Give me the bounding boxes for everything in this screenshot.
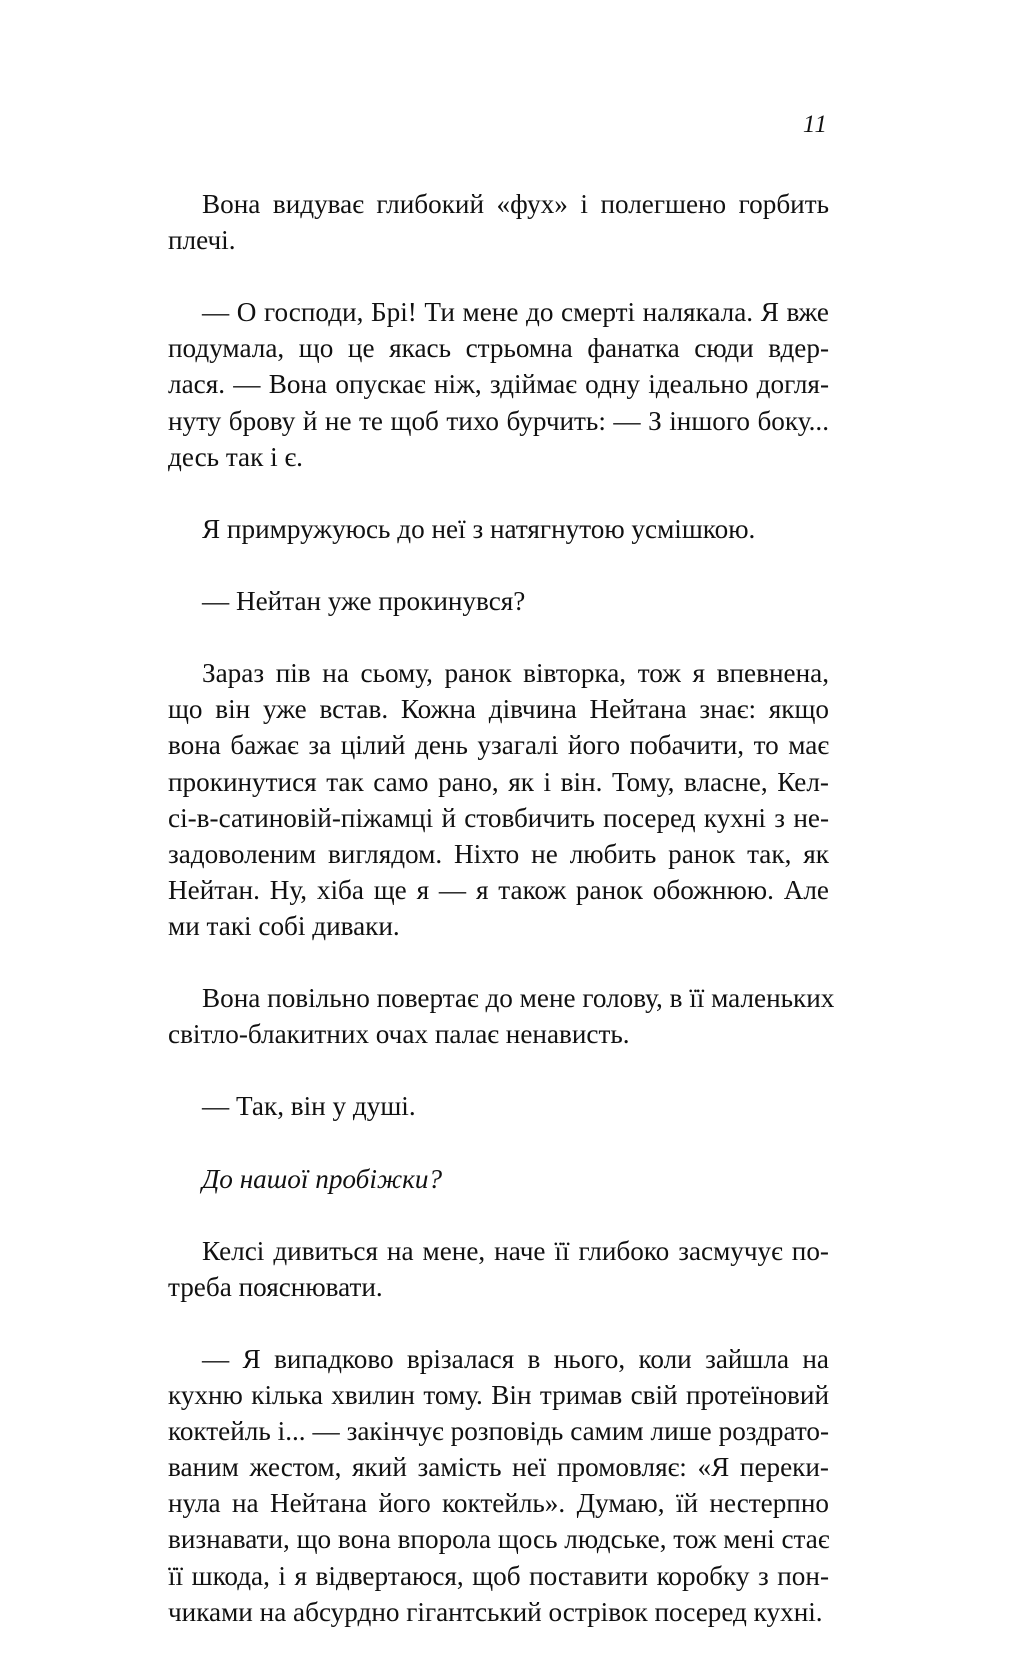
text-line: коктейль і... — закінчує розповідь самим лише роздрато- xyxy=(168,1416,829,1447)
paragraph xyxy=(168,583,829,655)
body-text xyxy=(168,186,835,1666)
paragraph xyxy=(168,980,835,1088)
text-line: Зараз пів на сьому, ранок вівторка, тож я впевнена, xyxy=(202,658,829,689)
text-line: Вона видуває глибокий «фух» і полегшено горбить xyxy=(202,189,829,219)
paragraph xyxy=(168,186,829,294)
text-line: — О господи, Брі! Ти мене до смерті налякала. Я вже xyxy=(202,297,829,328)
text-line: Нейтан. Ну, хіба ще я — я також ранок обожнюю. Але xyxy=(168,874,829,905)
paragraph xyxy=(168,1161,829,1233)
text-line: лася. — Вона опускає ніж, здіймає одну ідеально догля- xyxy=(168,369,829,400)
text-line: — Нейтан уже прокинувся? xyxy=(202,586,526,617)
text-line: її шкода, і я відвертаюся, щоб поставити коробку з пон- xyxy=(168,1560,829,1591)
text-line: ми такі собі диваки. xyxy=(168,910,400,941)
text-line: нула на Нейтана його коктейль». Думаю, їй нестерпно xyxy=(168,1488,829,1519)
text-line: нуту брову й не те щоб тихо бурчить: — З іншого боку... xyxy=(168,405,829,436)
text-line: До нашої пробіжки? xyxy=(202,1163,443,1194)
text-line: що він уже встав. Кожна дівчина Нейтана знає: якщо xyxy=(168,694,829,725)
text-line: — Я випадково врізалася в нього, коли зайшла на xyxy=(202,1344,829,1374)
text-line: ваним жестом, який замість неї промовляє: «Я переки- xyxy=(168,1452,829,1483)
text-line: задоволеним виглядом. Ніхто не любить ранок так, як xyxy=(168,838,829,869)
text-line: світло-блакитних очах палає ненависть. xyxy=(168,1019,630,1050)
text-line: плечі. xyxy=(168,225,236,256)
text-line: подумала, що це якась стрьомна фанатка сюди вдер- xyxy=(168,333,829,364)
paragraph xyxy=(168,1341,829,1666)
text-line: вона бажає за цілий день узагалі його побачити, то має xyxy=(168,730,829,761)
paragraph xyxy=(168,1088,829,1160)
text-line: прокинутися так само рано, як і він. Тому, власне, Кел- xyxy=(168,766,829,797)
text-line: визнавати, що вона впорола щось людське, тож мені стає xyxy=(168,1524,830,1555)
text-line: Я примружуюсь до неї з натягнутою усмішкою. xyxy=(202,513,756,544)
page-number: 11 xyxy=(802,111,828,138)
paragraph xyxy=(168,1233,829,1341)
text-line: десь так і є. xyxy=(168,441,303,472)
text-line: чиками на абсурдно гігантський острівок посеред кухні. xyxy=(168,1596,823,1627)
paragraph xyxy=(168,511,829,583)
text-line: — Так, він у душі. xyxy=(202,1091,416,1122)
text-line: сі-в-сатиновій-піжамці й стовбичить посеред кухні з не- xyxy=(168,802,829,833)
paragraph xyxy=(168,294,829,511)
text-line: треба пояснювати. xyxy=(168,1271,383,1302)
text-line: Вона повільно повертає до мене голову, в її маленьких xyxy=(202,983,835,1014)
text-line: Келсі дивиться на мене, наче її глибоко засмучує по- xyxy=(202,1235,829,1266)
text-line: кухню кілька хвилин тому. Він тримав свій протеїновий xyxy=(168,1380,829,1411)
paragraph xyxy=(168,655,829,980)
